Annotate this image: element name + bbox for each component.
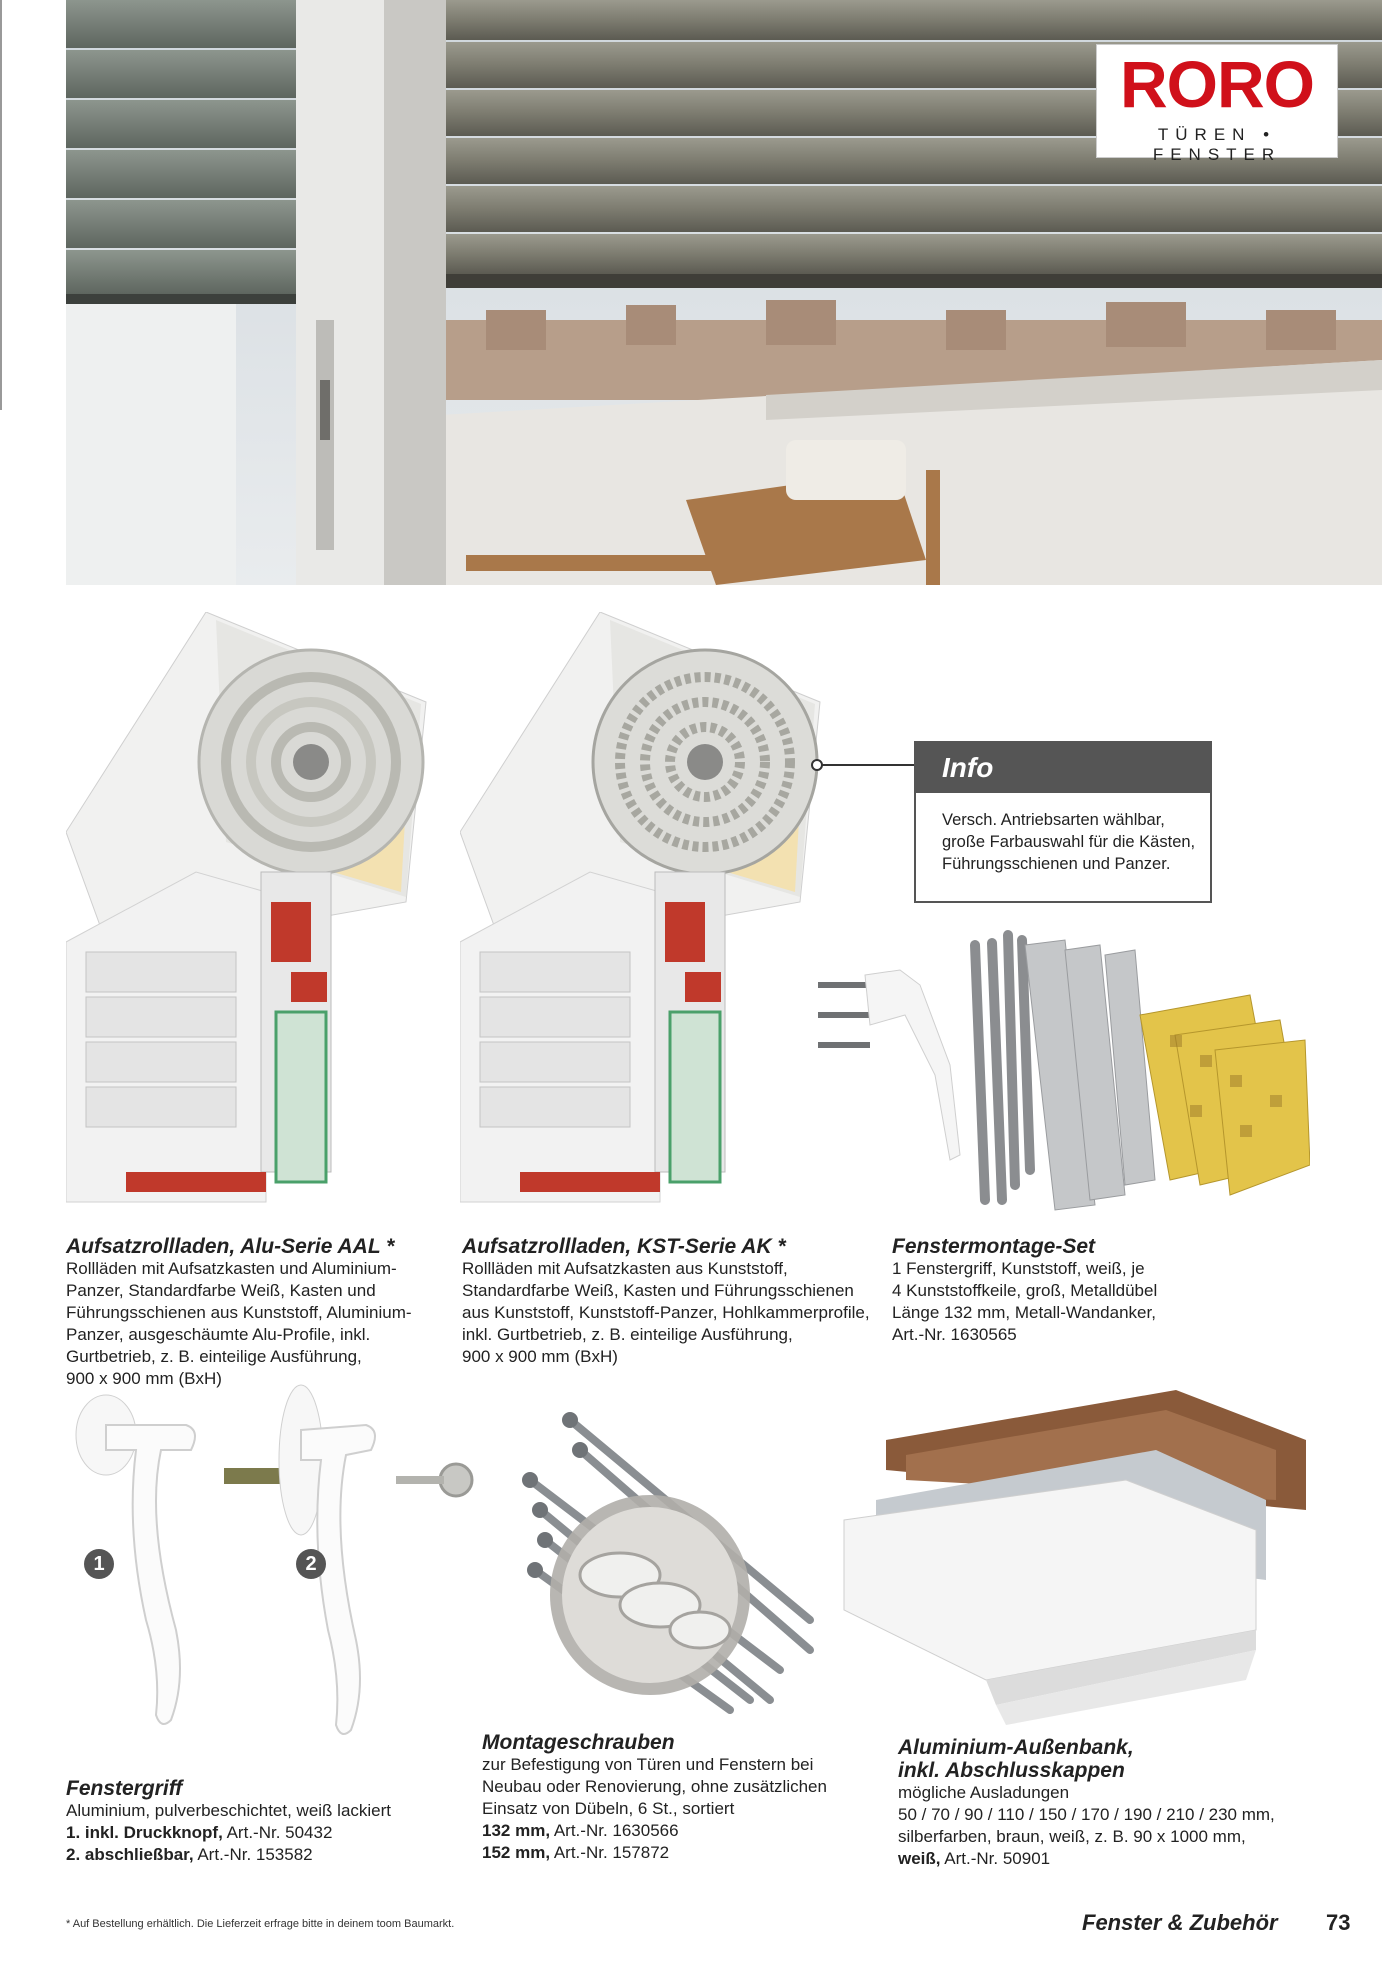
product-desc-line: aus Kunststoff, Kunststoff-Panzer, Hohlkammerprofile,	[462, 1303, 870, 1322]
variant-label: 152 mm,	[482, 1843, 551, 1862]
article-number: Art.-Nr. 50901	[940, 1849, 1051, 1868]
product-article-line	[482, 1820, 882, 1842]
page-number: 73	[1326, 1910, 1351, 1935]
variant-label: 2. abschließbar,	[66, 1845, 194, 1864]
article-number: Art.-Nr. 157872	[550, 1843, 670, 1862]
product-article-line	[898, 1848, 1318, 1870]
product-desc-line: Standardfarbe Weiß, Kasten und Führungsschienen	[462, 1281, 854, 1300]
handle-badge-2: 2	[296, 1549, 326, 1579]
kst-shutter-illustration	[460, 612, 828, 1210]
product-desc-line: silberfarben, braun, weiß, z. B. 90 x 1000 mm,	[898, 1827, 1246, 1846]
product-desc-line: Panzer, Standardfarbe Weiß, Kasten und	[66, 1281, 376, 1300]
product-desc-line: 900 x 900 mm (BxH)	[462, 1347, 618, 1366]
logo-tagline: TÜREN • FENSTER	[1152, 125, 1282, 164]
product-desc-line: 50 / 70 / 90 / 110 / 150 / 170 / 190 / 210 / 230 mm,	[898, 1805, 1275, 1824]
article-number: Art.-Nr. 153582	[193, 1845, 313, 1864]
screws-illustration	[510, 1400, 840, 1740]
product-desc-line: Führungsschienen aus Kunststoff, Aluminium-	[66, 1303, 412, 1322]
window-handles-illustration	[66, 1380, 486, 1760]
article-number: Art.-Nr. 1630566	[550, 1821, 679, 1840]
page-edge-mark	[0, 0, 2, 410]
product-article-line	[66, 1844, 466, 1866]
product-desc-line: Neubau oder Renovierung, ohne zusätzlichen	[482, 1777, 827, 1796]
product-aussenbank	[898, 1736, 1318, 1870]
product-desc-line: inkl. Gurtbetrieb, z. B. einteilige Ausführung,	[462, 1325, 793, 1344]
alu-shutter-illustration	[66, 612, 434, 1210]
product-fenstergriff	[66, 1777, 466, 1866]
product-desc-line: 900 x 900 mm (BxH)	[66, 1369, 222, 1388]
variant-label: weiß,	[898, 1849, 941, 1868]
montage-set-illustration	[810, 925, 1310, 1225]
product-desc-line: Rollläden mit Aufsatzkasten aus Kunststoff,	[462, 1259, 788, 1278]
info-connector-line	[810, 755, 920, 775]
info-text: Versch. Antriebsarten wählbar, große Farbauswahl für die Kästen, Führungsschienen und Panzer.	[942, 811, 1196, 873]
product-desc-line: Einsatz von Dübeln, 6 St., sortiert	[482, 1799, 735, 1818]
product-title: Montageschrauben	[482, 1731, 675, 1754]
article-number: Art.-Nr. 50432	[222, 1823, 333, 1842]
handle-badge-1: 1	[84, 1549, 114, 1579]
product-title: Fenstergriff	[66, 1777, 183, 1800]
info-heading: Info	[916, 743, 1210, 793]
product-title: Aluminium-Außenbank,	[898, 1736, 1134, 1759]
product-montage-set	[892, 1235, 1272, 1346]
product-desc-line: Gurtbetrieb, z. B. einteilige Ausführung,	[66, 1347, 362, 1366]
roro-logo	[1096, 44, 1338, 164]
window-sill-illustration	[836, 1380, 1316, 1740]
product-title: Fenstermontage-Set	[892, 1235, 1096, 1258]
logo-wordmark: RORO	[1120, 47, 1314, 121]
product-article-line	[66, 1822, 466, 1844]
product-desc-line: Aluminium, pulverbeschichtet, weiß lackiert	[66, 1801, 392, 1820]
variant-label: 132 mm,	[482, 1821, 551, 1840]
product-montageschrauben	[482, 1731, 882, 1864]
product-title-line2: inkl. Abschlusskappen	[898, 1759, 1125, 1782]
product-desc-line: zur Befestigung von Türen und Fenstern bei	[482, 1755, 814, 1774]
product-desc-line: mögliche Ausladungen	[898, 1783, 1070, 1802]
product-desc-line: 4 Kunststoffkeile, groß, Metalldübel	[892, 1281, 1158, 1300]
product-article-line	[482, 1842, 882, 1864]
product-desc-line: Art.-Nr. 1630565	[892, 1325, 1017, 1344]
product-desc-line: 1 Fenstergriff, Kunststoff, weiß, je	[892, 1259, 1145, 1278]
product-alu-shutter	[66, 1235, 446, 1390]
info-box	[914, 741, 1212, 903]
product-title: Aufsatzrollladen, KST-Serie AK *	[462, 1235, 786, 1258]
product-kst-shutter	[462, 1235, 882, 1368]
variant-label: 1. inkl. Druckknopf,	[66, 1823, 223, 1842]
product-desc-line: Panzer, ausgeschäumte Alu-Profile, inkl.	[66, 1325, 371, 1344]
footnote: * Auf Bestellung erhältlich. Die Lieferzeit erfrage bitte in deinem toom Baumarkt.	[66, 1918, 455, 1930]
product-title: Aufsatzrollladen, Alu-Serie AAL *	[66, 1235, 395, 1258]
section-title: Fenster & Zubehör	[1082, 1910, 1278, 1935]
product-desc-line: Länge 132 mm, Metall-Wandanker,	[892, 1303, 1156, 1322]
product-desc-line: Rollläden mit Aufsatzkasten und Aluminium-	[66, 1259, 397, 1278]
